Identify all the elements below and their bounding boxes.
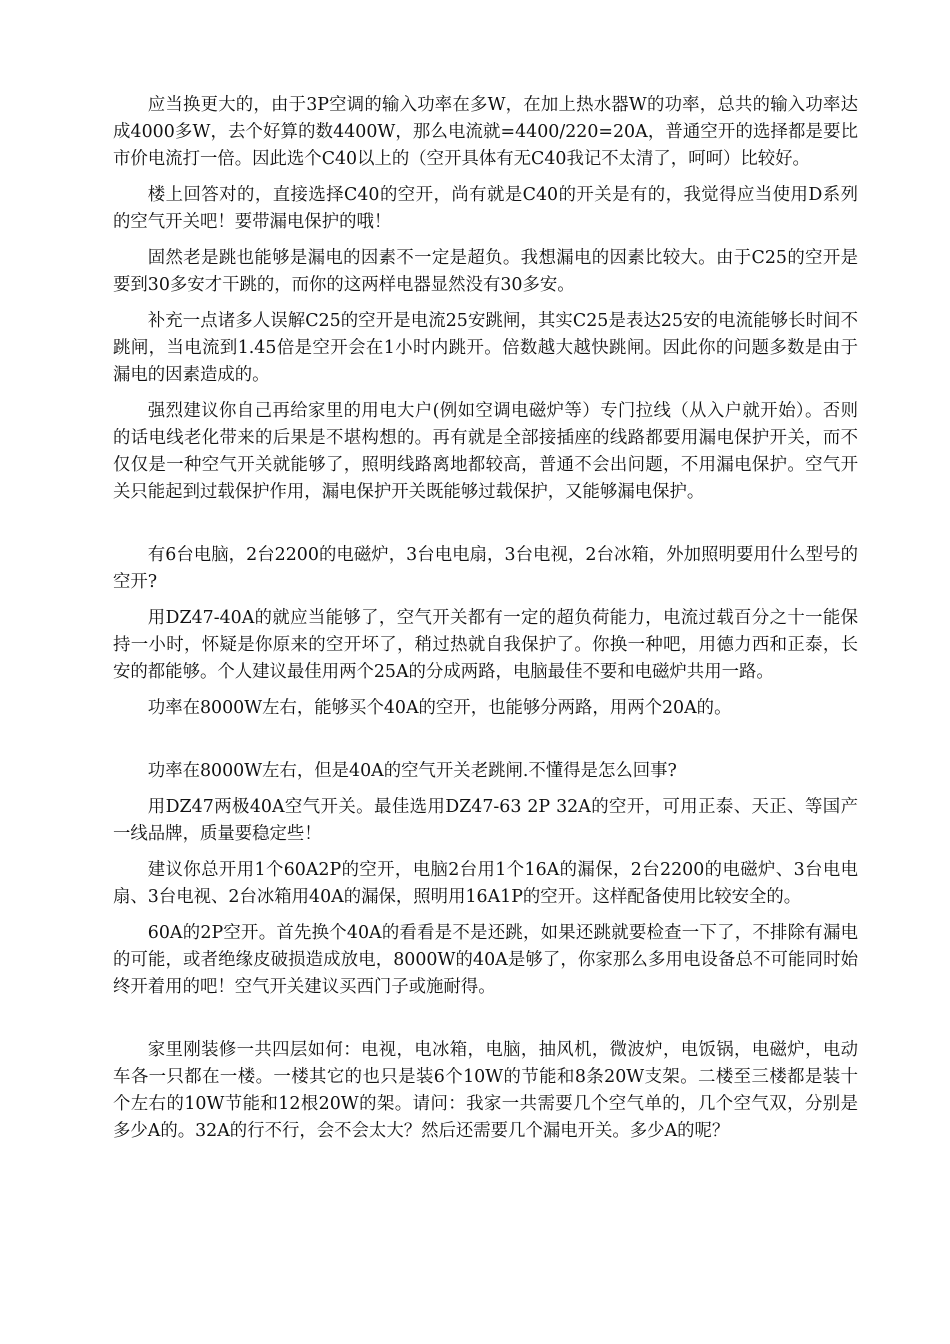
document-body — [113, 92, 858, 1154]
paragraph-13: 家里刚装修一共四层如何：电视，电冰箱，电脑，抽风机，微波炉，电饭锅，电磁炉，电动车各一只都在一楼。一楼其它的也只是装6个10W的节能和8条20W支架。二楼至三楼都是装十个左右的10W节能和12根20W的架。请问：我家一共需要几个空气单的，几个空气双，分别是多少A的。32A的行不行，会不会太大？然后还需要几个漏电开关。多少A的呢？ — [113, 1040, 858, 1141]
paragraph-12: 60A的2P空开。首先换个40A的看看是不是还跳，如果还跳就要检查一下了，不排除有漏电的可能，或者绝缘皮破损造成放电，8000W的40A是够了，你家那么多用电设备总不可能同时始终开着用的吧！空气开关建议买西门子或施耐得。 — [113, 923, 858, 997]
paragraph-1: 应当换更大的，由于3P空调的输入功率在多W，在加上热水器W的功率，总共的输入功率达成4000多W，去个好算的数4400W，那么电流就=4400/220=20A，普通空开的选择都是要比市价电流打一倍。因此选个C40以上的（空开具体有无C40我记不太清了，呵呵）比较好。 — [113, 95, 858, 169]
section-gap-1 — [113, 515, 858, 542]
paragraph-8: 功率在8000W左右，能够买个40A的空开，也能够分两路，用两个20A的。 — [147, 698, 732, 718]
paragraph-4: 补充一点诸多人误解C25的空开是电流25安跳闸，其实C25是表达25安的电流能够长时间不跳闸，当电流到1.45倍是空开会在1小时内跳开。倍数越大越快跳闸。因此你的问题多数是由于漏电的因素造成的。 — [113, 311, 858, 385]
paragraph-6: 有6台电脑，2台2200的电磁炉，3台电电扇，3台电视，2台冰箱，外加照明要用什么型号的空开? — [113, 545, 858, 592]
paragraph-5: 强烈建议你自己再给家里的用电大户(例如空调电磁炉等）专门拉线（从入户就开始）。否则的话电线老化带来的后果是不堪构想的。再有就是全部接插座的线路都要用漏电保护开关，而不仅仅是一种空气开关就能够了，照明线路离地都较高，普通不会出问题，不用漏电保护。空气开关只能起到过载保护作用，漏电保护开关既能够过载保护，又能够漏电保护。 — [113, 401, 858, 502]
paragraph-10: 用DZ47两极40A空气开关。最佳选用DZ47-63 2P 32A的空开，可用正泰、天正、等国产一线品牌，质量要稳定些！ — [113, 797, 858, 844]
section-gap-2 — [113, 731, 858, 758]
paragraph-2: 楼上回答对的，直接选择C40的空开，尚有就是C40的开关是有的，我觉得应当使用D系列的空气开关吧！要带漏电保护的哦！ — [113, 185, 858, 232]
paragraph-9: 功率在8000W左右，但是40A的空气开关老跳闸.不懂得是怎么回事? — [147, 761, 677, 781]
paragraph-3: 固然老是跳也能够是漏电的因素不一定是超负。我想漏电的因素比较大。由于C25的空开是要到30多安才干跳的，而你的这两样电器显然没有30多安。 — [113, 248, 858, 295]
section-gap-3 — [113, 1010, 858, 1037]
paragraph-7: 用DZ47-40A的就应当能够了，空气开关都有一定的超负荷能力，电流过载百分之十一能保持一小时，怀疑是你原来的空开坏了，稍过热就自我保护了。你换一种吧，用德力西和正泰，长安的都能够。个人建议最佳用两个25A的分成两路，电脑最佳不要和电磁炉共用一路。 — [113, 608, 858, 682]
paragraph-11: 建议你总开用1个60A2P的空开，电脑2台用1个16A的漏保，2台2200的电磁炉、3台电电扇、3台电视、2台冰箱用40A的漏保，照明用16A1P的空开。这样配备使用比较安全的。 — [113, 860, 858, 907]
